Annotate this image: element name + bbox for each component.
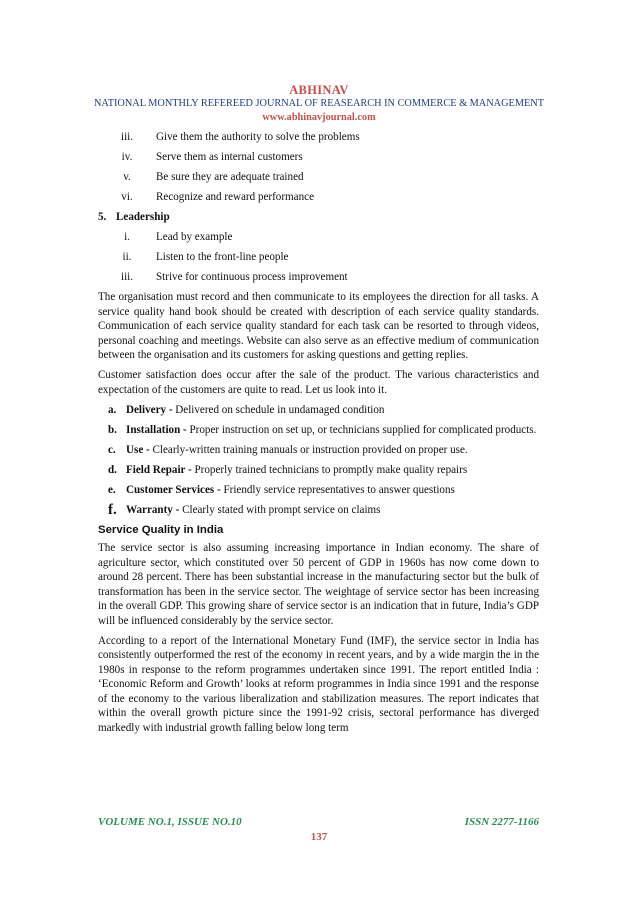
list-text: Lead by example <box>156 230 233 243</box>
list-item <box>98 483 539 498</box>
roman-list-leadership <box>98 230 539 285</box>
list-number: v. <box>123 171 131 184</box>
list-item <box>98 190 539 205</box>
list-text: Listen to the front-line people <box>156 250 289 263</box>
list-item <box>98 130 539 145</box>
alpha-list-characteristics <box>98 403 539 518</box>
list-text: Proper instruction on set up, or technicians supplied for complicated products. <box>186 423 537 436</box>
list-text: Properly trained technicians to promptly make quality repairs <box>191 463 468 476</box>
list-item <box>98 170 539 185</box>
journal-website: www.abhinavjournal.com <box>262 112 376 123</box>
list-number: i. <box>124 230 130 243</box>
paragraph-communication: The organisation must record and then communicate to its employees the direction for all tasks. A service quality hand book should be created with description of each service quality standards. Communication of each service quality standard for each task can be resorted to through videos, personal coaching and meetings. Website can also serve as an effective medium of communication between the organisation and its customers for asking questions and getting replies. <box>98 291 539 362</box>
list-item <box>98 503 539 518</box>
list-term: Use - <box>126 443 150 456</box>
list-number: iii. <box>120 271 134 284</box>
list-letter: f. <box>108 501 117 518</box>
paragraph-service-sector: The service sector is also assuming increasing importance in Indian economy. The share of agriculture sector, which constituted over 50 percent of GDP in 1960s has now come down to around 28 percent. There has been substantial increase in the manufacturing sector but the bulk of transformation has been in the service sector. The weightage of service sector has been increasing in the overall GDP. This growing share of service sector is an indication that in future, India’s GDP will be influenced considerably by the service sector. <box>98 542 539 627</box>
list-letter: e. <box>108 483 116 496</box>
list-item <box>98 270 539 285</box>
footer-issn: ISSN 2277-1166 <box>464 816 539 828</box>
list-item <box>98 403 539 418</box>
list-number: iv. <box>121 151 133 164</box>
footer-volume: VOLUME NO.1, ISSUE NO.10 <box>98 816 242 828</box>
list-letter: a. <box>108 403 117 416</box>
roman-list-continued <box>98 130 539 205</box>
list-term: Warranty - <box>126 503 180 516</box>
list-item <box>98 443 539 458</box>
list-text: Give them the authority to solve the problems <box>156 131 360 143</box>
list-text: Serve them as internal customers <box>156 151 303 164</box>
list-item <box>98 250 539 265</box>
list-text: Be sure they are adequate trained <box>156 171 304 184</box>
list-text: Clearly stated with prompt service on claims <box>179 503 381 516</box>
list-number: vi. <box>121 191 133 204</box>
section-heading-leadership <box>98 210 539 225</box>
list-text: Strive for continuous process improvement <box>156 271 348 284</box>
list-text: Delivered on schedule in undamaged condition <box>172 403 385 416</box>
section-number: 5. <box>98 211 107 224</box>
list-term: Installation - <box>126 423 187 436</box>
list-number: ii. <box>122 250 132 263</box>
list-text: Recognize and reward performance <box>156 191 314 204</box>
paragraph-imf-report: According to a report of the International Monetary Fund (IMF), the service sector in India has consistently outperformed the rest of the economy in recent years, and by a wide margin the in the 1980s in response to the reform programmes undertaken since 1991. The report entitled India : ‘Economic Reform and Growth’ looks at reform programmes in India since 1991 and the response of the economy to the various liberalization and stabilization measures. The report indicates that within the overall growth picture since the 1991-92 crisis, sectoral performance has diverged markedly with industrial growth falling below long term <box>98 634 539 734</box>
paragraph-customer-satisfaction: Customer satisfaction does occur after the sale of the product. The various characteristics and expectation of the customers are quite to read. Let us look into it. <box>98 369 539 396</box>
heading-service-quality-india: Service Quality in India <box>98 523 224 536</box>
section-title: Leadership <box>116 211 170 224</box>
list-item <box>98 423 539 438</box>
list-letter: d. <box>108 463 117 476</box>
list-text: Clearly-written training manuals or instruction provided on proper use. <box>149 443 468 456</box>
journal-title: ABHINAV <box>289 83 349 97</box>
list-text: Friendly service representatives to answer questions <box>220 483 455 496</box>
page-body <box>98 130 539 741</box>
page-number: 137 <box>310 831 328 843</box>
list-item <box>98 463 539 478</box>
journal-subtitle: NATIONAL MONTHLY REFEREED JOURNAL OF REASEARCH IN COMMERCE & MANAGEMENT <box>93 98 545 109</box>
list-term: Field Repair - <box>126 463 192 476</box>
list-number: iii. <box>120 131 134 143</box>
list-item <box>98 150 539 165</box>
list-item <box>98 230 539 245</box>
list-term: Delivery - <box>126 403 173 416</box>
list-letter: c. <box>108 443 116 456</box>
list-term: Customer Services - <box>126 483 221 496</box>
list-letter: b. <box>108 423 117 436</box>
